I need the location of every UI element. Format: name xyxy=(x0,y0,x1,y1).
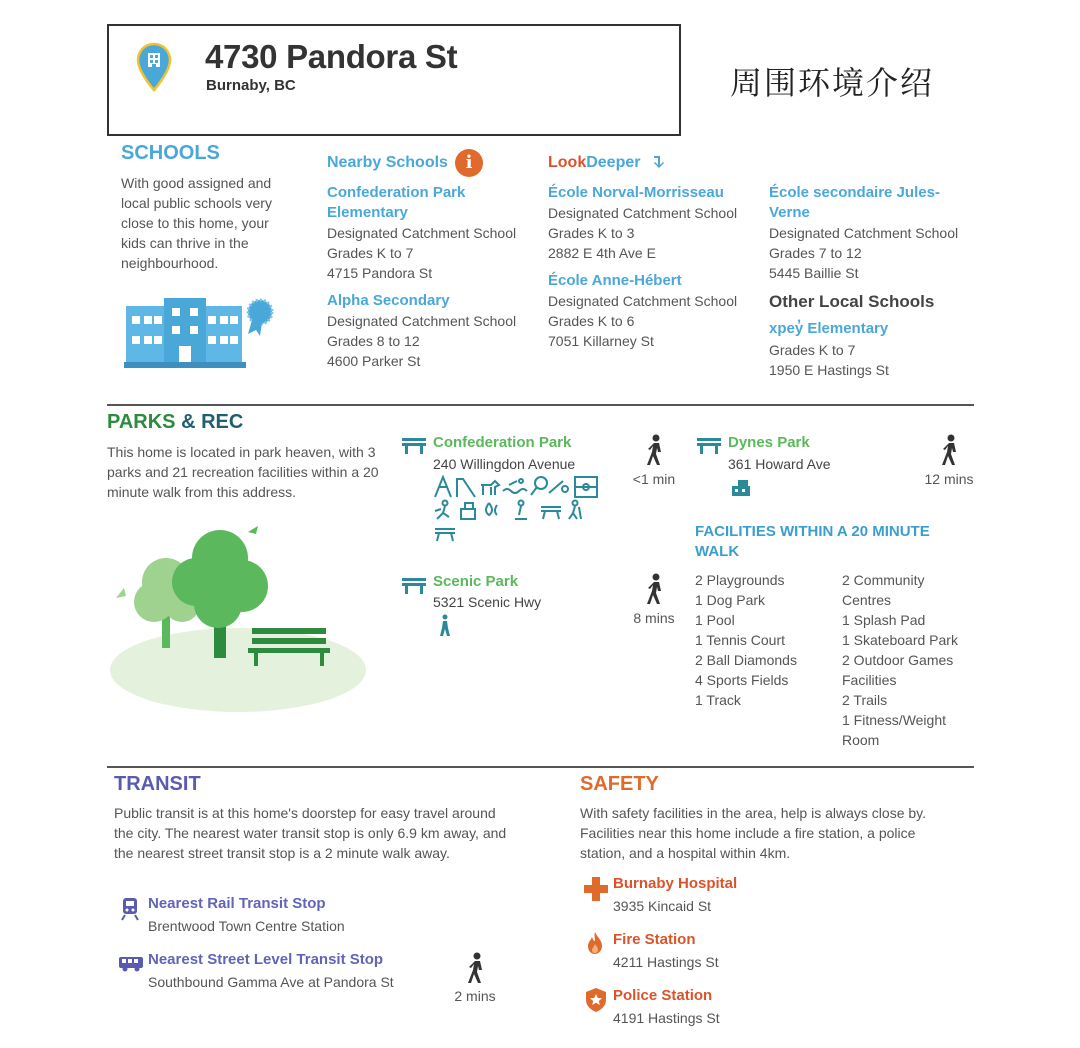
walk-time: 2 mins xyxy=(454,988,496,1004)
police-badge-icon xyxy=(585,987,607,1013)
walking-person-icon xyxy=(465,952,487,984)
school-address: 4600 Parker St xyxy=(327,353,421,369)
lookdeeper-look: Look xyxy=(548,154,587,171)
school-entry xyxy=(548,183,758,263)
bench-icon xyxy=(402,578,426,594)
community-centre-icon xyxy=(461,503,475,519)
walk-time: 12 mins xyxy=(924,471,974,487)
fire-station-address: 4211 Hastings St xyxy=(613,954,719,970)
facility-item: 2 Outdoor Games Facilities xyxy=(842,652,954,688)
school-address: 5445 Baillie St xyxy=(769,265,859,281)
school-entry xyxy=(327,291,537,371)
facility-item: 1 Fitness/Weight Room xyxy=(842,712,947,748)
police-station-link[interactable]: Police Station xyxy=(613,987,713,1004)
facility-item: 1 Dog Park xyxy=(695,592,766,608)
bench-icon xyxy=(402,438,426,454)
safety-heading: SAFETY xyxy=(580,773,659,795)
transit-heading: TRANSIT xyxy=(114,773,201,795)
school-address: 1950 E Hastings St xyxy=(769,362,889,378)
parks-heading-word: PARKS xyxy=(107,411,176,433)
skateboard-icon xyxy=(515,501,527,520)
section-divider xyxy=(107,404,974,406)
walking-person-icon xyxy=(939,434,961,466)
schools-description: With good assigned and local public schools very close to this home, your kids can thrive in the neighbourhood. xyxy=(121,175,272,271)
rail-transit-link[interactable]: Nearest Rail Transit Stop xyxy=(148,895,326,912)
school-name-link[interactable]: École Anne-Hébert xyxy=(548,272,682,289)
school-type: Designated Catchment School xyxy=(548,205,738,221)
bus-stop-name: Southbound Gamma Ave at Pandora St xyxy=(148,974,394,990)
park-name-link[interactable]: Dynes Park xyxy=(728,434,810,451)
baseball-icon xyxy=(549,481,568,493)
facility-item: 2 Trails xyxy=(842,692,888,708)
park-tree-illustration xyxy=(108,520,370,715)
splash-icon xyxy=(486,503,497,515)
address-city: Burnaby, BC xyxy=(206,77,296,94)
bench-icon xyxy=(697,438,721,454)
amenity-icons-grid xyxy=(433,475,603,545)
chinese-title: 周围环境介绍 xyxy=(730,64,935,102)
school-type: Designated Catchment School xyxy=(327,225,517,241)
schools-heading: SCHOOLS xyxy=(121,142,220,164)
lookdeeper-deeper: Deeper xyxy=(586,154,641,171)
police-station-address: 4191 Hastings St xyxy=(613,1010,720,1026)
nearby-schools-heading: Nearby Schools xyxy=(327,154,448,171)
tennis-icon xyxy=(531,477,547,495)
park-address: 240 Willingdon Avenue xyxy=(433,456,576,472)
safety-description: With safety facilities in the area, help is always close by. Facilities near this home include a fire station, a police station, and a hospital within 4km. xyxy=(580,805,927,861)
school-entry xyxy=(769,183,979,283)
walk-time: 8 mins xyxy=(633,610,675,626)
school-grades: Grades K to 7 xyxy=(769,342,856,358)
park-name-link[interactable]: Scenic Park xyxy=(433,573,519,590)
track-icon xyxy=(435,501,449,520)
school-grades: Grades 8 to 12 xyxy=(327,333,420,349)
lookdeeper-link[interactable] xyxy=(548,154,640,172)
school-type: Designated Catchment School xyxy=(769,225,959,241)
school-name-link[interactable]: École secondaire Jules-Verne xyxy=(769,184,940,221)
rec-heading-word: & REC xyxy=(175,411,244,433)
community-centre-icon xyxy=(730,478,752,496)
fire-station-link[interactable]: Fire Station xyxy=(613,931,696,948)
section-divider xyxy=(107,766,974,768)
school-grades: Grades K to 6 xyxy=(548,313,635,329)
slide-icon xyxy=(457,479,475,497)
facilities-heading: FACILITIES WITHIN A 20 MINUTE WALK xyxy=(695,523,930,560)
facility-item: 1 Splash Pad xyxy=(842,612,926,628)
walking-person-icon xyxy=(644,573,666,605)
parks-description: This home is located in park heaven, with 3 parks and 21 recreation facilities within a 20 minute walk from this address. xyxy=(107,444,379,500)
school-entry xyxy=(327,183,537,283)
info-icon[interactable]: i xyxy=(455,149,483,177)
school-type: Designated Catchment School xyxy=(548,293,738,309)
school-type: Designated Catchment School xyxy=(327,313,517,329)
school-name-link[interactable]: Alpha Secondary xyxy=(327,292,450,309)
hospital-link[interactable]: Burnaby Hospital xyxy=(613,875,738,892)
fire-icon xyxy=(586,931,604,955)
school-grades: Grades K to 7 xyxy=(327,245,414,261)
park-address: 361 Howard Ave xyxy=(728,456,831,472)
school-address: 7051 Killarney St xyxy=(548,333,654,349)
school-entry xyxy=(548,271,758,351)
facility-item: 1 Track xyxy=(695,692,741,708)
playground-icon xyxy=(435,477,451,497)
school-address: 2882 E 4th Ave E xyxy=(548,245,656,261)
fitness-icon xyxy=(435,529,455,541)
picnic-table-icon xyxy=(541,507,561,519)
location-pin-icon xyxy=(136,42,172,92)
facility-item: 1 Pool xyxy=(695,612,735,628)
other-schools-heading: Other Local Schools xyxy=(769,292,935,311)
walk-time: <1 min xyxy=(632,471,676,487)
facilities-list-left xyxy=(695,570,835,710)
facility-item: 1 Tennis Court xyxy=(695,632,786,648)
hiking-icon xyxy=(569,501,581,520)
transit-description: Public transit is at this home's doorstep for easy travel around the city. The nearest water transit stop is only 6.9 km away, and the nearest street transit stop is a 2 minute walk away. xyxy=(114,805,507,861)
facility-item: 2 Community Centres xyxy=(842,572,925,608)
school-name-link[interactable]: Confederation Park Elementary xyxy=(327,184,466,221)
swim-icon xyxy=(503,479,527,493)
facility-item: 4 Sports Fields xyxy=(695,672,789,688)
train-icon xyxy=(120,897,140,921)
arrow-down-icon xyxy=(652,154,666,170)
facility-item: 2 Playgrounds xyxy=(695,572,785,588)
hiking-icon xyxy=(437,614,451,636)
hospital-cross-icon xyxy=(584,877,608,901)
facilities-list-right xyxy=(842,570,972,750)
school-name-link[interactable]: xpey̓ Elementary xyxy=(769,320,889,337)
school-grades: Grades 7 to 12 xyxy=(769,245,862,261)
walking-person-icon xyxy=(644,434,666,466)
street-transit-link[interactable]: Nearest Street Level Transit Stop xyxy=(148,951,384,968)
park-address: 5321 Scenic Hwy xyxy=(433,594,542,610)
parks-rec-heading xyxy=(107,411,243,434)
hospital-address: 3935 Kincaid St xyxy=(613,898,712,914)
facility-item: 2 Ball Diamonds xyxy=(695,652,797,668)
soccer-field-icon xyxy=(575,477,597,497)
rail-stop-name: Brentwood Town Centre Station xyxy=(148,918,345,934)
school-building-illustration xyxy=(124,294,274,370)
address-title: 4730 Pandora St xyxy=(205,38,458,75)
school-grades: Grades K to 3 xyxy=(548,225,635,241)
school-name-link[interactable]: École Norval-Morrisseau xyxy=(548,184,724,201)
school-address: 4715 Pandora St xyxy=(327,265,433,281)
dog-icon xyxy=(481,481,499,495)
park-name-link[interactable]: Confederation Park xyxy=(433,434,572,451)
school-entry xyxy=(769,319,979,380)
facility-item: 1 Skateboard Park xyxy=(842,632,958,648)
bus-icon xyxy=(118,956,144,972)
